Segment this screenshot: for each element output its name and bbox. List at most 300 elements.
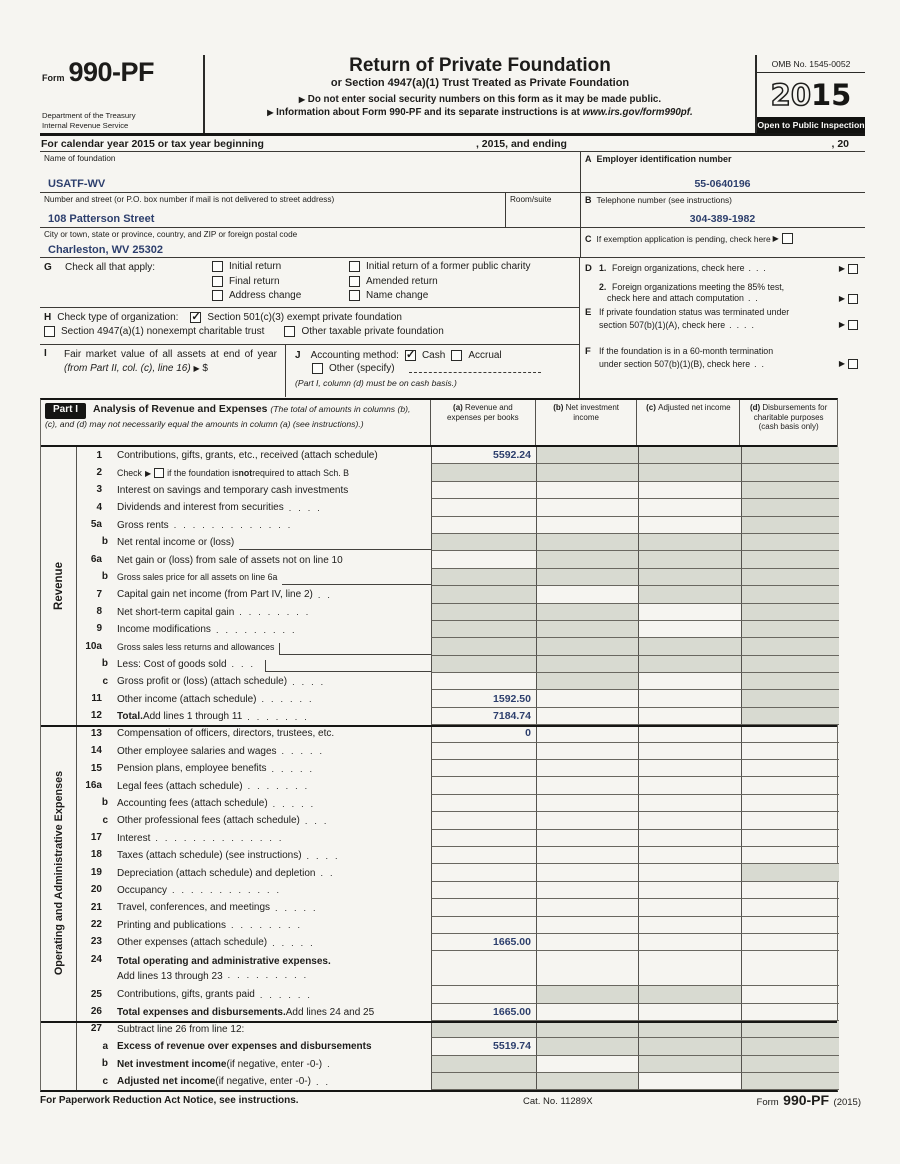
cell-16a-b[interactable] bbox=[536, 777, 638, 794]
line-text: Depreciation (attach schedule) and depletion bbox=[117, 867, 316, 879]
part1-heading-note: (The total of amounts in columns (b), (c), and (d) may not necessarily equal the amounts in column (a) (see instructions).) bbox=[45, 404, 411, 429]
cell-23-b[interactable] bbox=[536, 934, 638, 951]
section-separator bbox=[41, 1021, 837, 1023]
line-label-10b bbox=[115, 656, 431, 673]
section-h-line1: H Check type of organization: ✓ Section 501(c)(3) exempt private foundation bbox=[44, 311, 402, 323]
cell-15-c[interactable] bbox=[638, 760, 741, 777]
cell-16c-c[interactable] bbox=[638, 812, 741, 829]
phone-value[interactable]: 304-389-1982 bbox=[689, 213, 756, 225]
cell-26-b[interactable] bbox=[536, 1004, 638, 1021]
cell-2-a bbox=[431, 464, 536, 481]
cell-27b-b[interactable] bbox=[536, 1056, 638, 1073]
line-text: Other income (attach schedule) bbox=[117, 693, 257, 705]
checkbox-sch-b-not-required[interactable] bbox=[154, 468, 164, 478]
cell-16b-c[interactable] bbox=[638, 795, 741, 812]
open-to-public-banner: Open to Public Inspection bbox=[757, 117, 865, 133]
checkbox-initial-return-of-a-former-public-charity[interactable] bbox=[349, 261, 360, 272]
form-title: Return of Private Foundation bbox=[349, 55, 611, 76]
table-row-5b bbox=[77, 534, 837, 551]
line-label-8 bbox=[115, 604, 431, 621]
cell-4-b[interactable] bbox=[536, 499, 638, 516]
part1-header-row bbox=[41, 400, 837, 447]
cell-5a-b[interactable] bbox=[536, 517, 638, 534]
line-number-13: 13 bbox=[90, 727, 102, 739]
cell-19-a[interactable] bbox=[431, 864, 536, 881]
line-text: required to attach Sch. B bbox=[252, 468, 350, 479]
line-number-10c: c bbox=[102, 675, 108, 687]
foundation-name-value[interactable]: USATF-WV bbox=[48, 178, 106, 190]
ein-label: A Employer identification number bbox=[585, 154, 732, 164]
cell-27c-c[interactable] bbox=[638, 1073, 741, 1090]
cell-27-c bbox=[638, 1021, 741, 1038]
cell-10a-a bbox=[431, 638, 536, 655]
line-text: If the foundation is in a 60-month termination bbox=[599, 346, 774, 357]
line-label-12: Total. Add lines 1 through 11 ....... bbox=[117, 711, 314, 723]
line-label-20 bbox=[115, 882, 431, 899]
cell-5b-c bbox=[638, 534, 741, 551]
table-row-23 bbox=[77, 934, 837, 951]
line-number-25: 25 bbox=[90, 988, 102, 1000]
catalog-number: Cat. No. 11289X bbox=[523, 1096, 593, 1107]
dot-leader-icon: .. bbox=[320, 868, 340, 879]
line-label-27b: Net investment income (if negative, enter -0-) . bbox=[117, 1058, 337, 1070]
form-title-block bbox=[205, 55, 755, 133]
cell-18-d[interactable] bbox=[741, 847, 839, 864]
line-text: Occupancy bbox=[117, 884, 168, 896]
checkbox-address-change[interactable] bbox=[212, 290, 223, 301]
table-row-6b bbox=[77, 569, 837, 586]
part1-heading-cell bbox=[41, 400, 430, 445]
city-value[interactable]: Charleston, WV 25302 bbox=[48, 244, 163, 256]
cell-8-b bbox=[536, 604, 638, 621]
table-row-14 bbox=[77, 743, 837, 760]
cell-20-a[interactable] bbox=[431, 882, 536, 899]
cell-16b-a[interactable] bbox=[431, 795, 536, 812]
section-under-section-507-b--line bbox=[585, 359, 860, 370]
checkbox-section-4947-a-1-nonexempt-charitable-trus[interactable] bbox=[44, 326, 55, 337]
cell-5a-a[interactable] bbox=[431, 517, 536, 534]
cell-15-b[interactable] bbox=[536, 760, 638, 777]
cell-23-c[interactable] bbox=[638, 934, 741, 951]
cell-21-d[interactable] bbox=[741, 899, 839, 916]
cell-6a-a[interactable] bbox=[431, 551, 536, 568]
cell-25-d[interactable] bbox=[741, 986, 839, 1003]
cell-16b-d[interactable] bbox=[741, 795, 839, 812]
cell-2-b bbox=[536, 464, 638, 481]
room-suite-label: Room/suite bbox=[510, 195, 552, 204]
table-row-4 bbox=[77, 499, 837, 516]
cell-1-c bbox=[638, 447, 741, 464]
cell-10c-a[interactable] bbox=[431, 673, 536, 690]
street-row bbox=[40, 193, 865, 228]
cell-27a-a[interactable] bbox=[431, 1038, 536, 1055]
line-number-3: 3 bbox=[96, 484, 102, 496]
checkbox-section-501-c-3-exempt-private-foundation[interactable]: ✓ bbox=[191, 311, 201, 323]
line-text: If private foundation status was terminated under bbox=[599, 307, 790, 318]
cell-19-d bbox=[741, 864, 839, 881]
cell-12-d bbox=[741, 708, 839, 725]
cell-11-d bbox=[741, 690, 839, 707]
cell-10c-c[interactable] bbox=[638, 673, 741, 690]
cell-11-a[interactable] bbox=[431, 690, 536, 707]
line-text: Subtract line 26 from line 12: bbox=[117, 1024, 245, 1036]
cell-14-d[interactable] bbox=[741, 743, 839, 760]
cell-15-a[interactable] bbox=[431, 760, 536, 777]
cell-17-c[interactable] bbox=[638, 830, 741, 847]
cell-12-b[interactable] bbox=[536, 708, 638, 725]
cell-6a-c bbox=[638, 551, 741, 568]
line-text: if the foundation is bbox=[167, 468, 239, 479]
name-cell bbox=[40, 152, 580, 192]
checkbox-initial-return[interactable] bbox=[212, 261, 223, 272]
cell-27a-d bbox=[741, 1038, 839, 1055]
cell-18-a[interactable] bbox=[431, 847, 536, 864]
table-row-2 bbox=[77, 464, 837, 481]
line-text: Gross profit or (loss) (attach schedule) bbox=[117, 676, 288, 688]
line-number-16a: 16a bbox=[85, 779, 102, 791]
cell-9-b bbox=[536, 621, 638, 638]
line-number-27: 27 bbox=[90, 1023, 102, 1035]
line-number-26: 26 bbox=[90, 1006, 102, 1018]
cell-4-a[interactable] bbox=[431, 499, 536, 516]
room-suite-cell[interactable] bbox=[505, 193, 580, 227]
entry-box-6b[interactable] bbox=[282, 573, 431, 585]
cell-5a-c[interactable] bbox=[638, 517, 741, 534]
cell-14-c[interactable] bbox=[638, 743, 741, 760]
option-initial-return bbox=[212, 261, 349, 272]
other-specify-blank[interactable] bbox=[409, 364, 541, 373]
dot-leader-icon: ..... bbox=[275, 902, 323, 913]
cell-4-d bbox=[741, 499, 839, 516]
cell-6a-d bbox=[741, 551, 839, 568]
cell-3-c[interactable] bbox=[638, 482, 741, 499]
cell-16c-a[interactable] bbox=[431, 812, 536, 829]
line-text: Contributions, gifts, grants, etc., received (attach schedule) bbox=[117, 450, 378, 462]
line-number-2: 2 bbox=[96, 466, 102, 478]
section-g-text: Check all that apply: bbox=[65, 262, 156, 273]
ein-value[interactable]: 55-0640196 bbox=[694, 178, 751, 190]
section-d-line: D 1. Foreign organizations, check here ... ▶ bbox=[585, 263, 860, 275]
form-number: 990-PF bbox=[68, 57, 155, 87]
cell-19-b[interactable] bbox=[536, 864, 638, 881]
dot-leader-icon: .. bbox=[747, 293, 763, 304]
line-number-8: 8 bbox=[96, 606, 102, 618]
cell-27c-b bbox=[536, 1073, 638, 1090]
accounting-method-line: J Accounting method: ✓ Cash Accrual bbox=[295, 348, 502, 361]
table-row-25 bbox=[77, 986, 837, 1003]
line-number-12: 12 bbox=[90, 710, 102, 722]
cell-1-d bbox=[741, 447, 839, 464]
line-number-17: 17 bbox=[90, 832, 102, 844]
agency-name: Department of the Treasury Internal Revenue Service bbox=[42, 111, 136, 130]
table-row-19 bbox=[77, 864, 837, 881]
cell-13-a[interactable] bbox=[431, 725, 536, 742]
checkbox-cash[interactable]: ✓ bbox=[405, 348, 416, 361]
cell-6b-b bbox=[536, 569, 638, 586]
cell-27a-b bbox=[536, 1038, 638, 1055]
checkbox-accrual[interactable] bbox=[451, 350, 462, 361]
table-row-15 bbox=[77, 760, 837, 777]
line-label-24 bbox=[115, 951, 431, 986]
cell-1-a[interactable] bbox=[431, 447, 536, 464]
line-number-10a: 10a bbox=[85, 640, 102, 652]
cell-9-d bbox=[741, 621, 839, 638]
dot-leader-icon: ............ bbox=[172, 885, 287, 896]
cell-24-d[interactable] bbox=[741, 951, 839, 986]
table-row-9 bbox=[77, 621, 837, 638]
cell-19-c[interactable] bbox=[638, 864, 741, 881]
checkbox-other-taxable-private-foundation[interactable] bbox=[284, 326, 295, 337]
checkbox-section-507-b-1-a-check-here[interactable] bbox=[848, 320, 858, 330]
line-text: Check bbox=[117, 468, 142, 479]
omb-year-box bbox=[755, 55, 865, 133]
checkbox-under-section-507-b-1-b-check-here[interactable] bbox=[848, 359, 858, 369]
part1-table bbox=[40, 398, 838, 1092]
line-label-27a: Excess of revenue over expenses and disbursements bbox=[117, 1041, 372, 1053]
cell-14-a[interactable] bbox=[431, 743, 536, 760]
cell-13-c[interactable] bbox=[638, 725, 741, 742]
line-label-5a bbox=[115, 517, 431, 534]
cell-23-a[interactable] bbox=[431, 934, 536, 951]
line-label-15 bbox=[115, 760, 431, 777]
section-check-here-and-attac-line bbox=[585, 293, 860, 304]
cell-7-b[interactable] bbox=[536, 586, 638, 603]
line-text-bold: Total operating and administrative expenses. bbox=[117, 955, 331, 967]
cell-16a-c[interactable] bbox=[638, 777, 741, 794]
line-number-9: 9 bbox=[96, 623, 102, 635]
line-label-22 bbox=[115, 917, 431, 934]
section-g-options bbox=[212, 261, 531, 301]
cell-21-b[interactable] bbox=[536, 899, 638, 916]
cell-23-d[interactable] bbox=[741, 934, 839, 951]
line-text: Accounting fees (attach schedule) bbox=[117, 798, 268, 809]
cell-24-a[interactable] bbox=[431, 951, 536, 986]
ein-cell bbox=[580, 152, 865, 192]
line-label-27 bbox=[115, 1021, 431, 1038]
cell-21-c[interactable] bbox=[638, 899, 741, 916]
cell-16b-b[interactable] bbox=[536, 795, 638, 812]
page-footer bbox=[40, 1092, 865, 1112]
line-text: Gross sales price for all assets on line 6a bbox=[117, 572, 278, 583]
table-row-26 bbox=[77, 1004, 837, 1021]
line-number-14: 14 bbox=[90, 745, 102, 757]
line-label-14 bbox=[115, 743, 431, 760]
form-number-line bbox=[42, 57, 199, 88]
cell-13-d[interactable] bbox=[741, 725, 839, 742]
option-label: Cash bbox=[421, 349, 446, 361]
section-j-text: Accounting method: bbox=[310, 349, 399, 361]
cell-27b-d bbox=[741, 1056, 839, 1073]
checkbox-other-specify[interactable] bbox=[312, 363, 323, 374]
cell-16c-b[interactable] bbox=[536, 812, 638, 829]
cell-17-a[interactable] bbox=[431, 830, 536, 847]
line-label-16b bbox=[115, 795, 431, 812]
line-text: Income modifications bbox=[117, 624, 211, 636]
cell-7-a bbox=[431, 586, 536, 603]
cell-24-b[interactable] bbox=[536, 951, 638, 986]
checkbox-foreign-organizations-check-here[interactable] bbox=[848, 264, 858, 274]
cell-8-d bbox=[741, 604, 839, 621]
table-row-8 bbox=[77, 604, 837, 621]
cell-17-d[interactable] bbox=[741, 830, 839, 847]
line-text: Add lines 13 through 23 bbox=[117, 970, 223, 982]
table-row-27a bbox=[77, 1038, 837, 1055]
line-text: Other expenses (attach schedule) bbox=[117, 937, 268, 949]
line-label-16c bbox=[115, 812, 431, 829]
dot-leader-icon: ..... bbox=[281, 746, 330, 757]
arrow-icon: ▶ bbox=[144, 468, 152, 478]
option-name-change bbox=[349, 290, 531, 301]
column-header-a: (a) Revenue and expenses per books bbox=[430, 400, 535, 445]
checkbox-exemption-pending[interactable] bbox=[782, 233, 793, 244]
checkbox-final-return[interactable] bbox=[212, 276, 223, 287]
cell-16c-d[interactable] bbox=[741, 812, 839, 829]
cell-3-a[interactable] bbox=[431, 482, 536, 499]
dot-leader-icon: ...... bbox=[261, 694, 319, 705]
line-text: Printing and publications bbox=[117, 919, 226, 931]
cell-18-c[interactable] bbox=[638, 847, 741, 864]
cell-18-b[interactable] bbox=[536, 847, 638, 864]
line-number-23: 23 bbox=[90, 936, 102, 948]
arrow-icon: ▶ bbox=[298, 94, 306, 104]
dot-leader-icon: ... bbox=[304, 815, 334, 826]
cell-22-a[interactable] bbox=[431, 917, 536, 934]
line-number-7: 7 bbox=[96, 588, 102, 600]
line-label-6b bbox=[115, 569, 431, 586]
city-row bbox=[40, 228, 865, 258]
entry-box-10b[interactable] bbox=[265, 660, 431, 672]
section-g bbox=[40, 258, 579, 308]
cell-12-a[interactable] bbox=[431, 708, 536, 725]
cell-22-d[interactable] bbox=[741, 917, 839, 934]
line-text: Net rental income or (loss) bbox=[117, 537, 235, 549]
dot-leader-icon: ..... bbox=[271, 763, 320, 774]
line-text: Interest on savings and temporary cash investments bbox=[117, 484, 349, 496]
column-header-d: (d) Disbursements for charitable purposes (cash basis only) bbox=[739, 400, 837, 445]
cell-24-c[interactable] bbox=[638, 951, 741, 986]
cell-1-b bbox=[536, 447, 638, 464]
cell-4-c[interactable] bbox=[638, 499, 741, 516]
street-value[interactable]: 108 Patterson Street bbox=[48, 213, 155, 225]
cell-11-c[interactable] bbox=[638, 690, 741, 707]
dot-leader-icon: .... bbox=[729, 319, 759, 330]
dot-leader-icon: . bbox=[327, 1059, 337, 1070]
cell-27-a bbox=[431, 1021, 536, 1038]
cell-8-c[interactable] bbox=[638, 604, 741, 621]
option-label: Final return bbox=[229, 275, 280, 287]
arrow-icon: ▶ bbox=[193, 364, 200, 373]
table-row-16b bbox=[77, 795, 837, 812]
cell-20-b[interactable] bbox=[536, 882, 638, 899]
line-text: Contributions, gifts, grants paid bbox=[117, 989, 255, 1001]
dot-leader-icon: ............. bbox=[173, 520, 298, 531]
city-cell bbox=[40, 228, 580, 258]
cell-20-c[interactable] bbox=[638, 882, 741, 899]
phone-label: B Telephone number (see instructions) bbox=[585, 195, 732, 205]
arrow-icon: ▶ bbox=[838, 359, 845, 369]
entry-box-5b[interactable] bbox=[239, 538, 431, 550]
line-number-27a: a bbox=[102, 1040, 108, 1052]
paperwork-notice: For Paperwork Reduction Act Notice, see instructions. bbox=[40, 1095, 299, 1106]
line-text: Compensation of officers, directors, trustees, etc. bbox=[117, 728, 335, 740]
amount-value: 0 bbox=[525, 727, 531, 740]
street-cell bbox=[40, 193, 505, 227]
cell-14-b[interactable] bbox=[536, 743, 638, 760]
entry-box-10a[interactable] bbox=[279, 643, 431, 655]
line-text: Net short-term capital gain bbox=[117, 606, 235, 618]
section-i-j bbox=[40, 345, 579, 397]
section-h bbox=[40, 308, 579, 345]
cell-16a-d[interactable] bbox=[741, 777, 839, 794]
arrow-icon: ▶ bbox=[838, 320, 845, 330]
option-amended-return bbox=[349, 276, 531, 287]
dot-leader-icon: ... bbox=[231, 659, 261, 670]
cell-3-b[interactable] bbox=[536, 482, 638, 499]
checkbox-amended-return[interactable] bbox=[349, 276, 360, 287]
dot-leader-icon: .. bbox=[315, 1076, 335, 1087]
line-number-20: 20 bbox=[90, 884, 102, 896]
table-row-16c bbox=[77, 812, 837, 829]
cell-22-b[interactable] bbox=[536, 917, 638, 934]
checkbox-name-change[interactable] bbox=[349, 290, 360, 301]
form-subtitle: or Section 4947(a)(1) Trust Treated as Private Foundation bbox=[330, 76, 630, 89]
cell-6b-c bbox=[638, 569, 741, 586]
cell-25-b bbox=[536, 986, 638, 1003]
line-number-4: 4 bbox=[96, 501, 102, 513]
cell-9-c[interactable] bbox=[638, 621, 741, 638]
cell-2-c bbox=[638, 464, 741, 481]
cell-11-b[interactable] bbox=[536, 690, 638, 707]
cell-20-d[interactable] bbox=[741, 882, 839, 899]
line-text: check here and attach computation bbox=[607, 293, 744, 304]
checkbox-sections bbox=[40, 258, 865, 398]
cell-9-a bbox=[431, 621, 536, 638]
cell-17-b[interactable] bbox=[536, 830, 638, 847]
line-text: Foreign organizations meeting the 85% test, bbox=[612, 281, 785, 292]
option-label: Accrual bbox=[468, 349, 502, 361]
line-number-10b: b bbox=[101, 658, 108, 670]
cell-16a-a[interactable] bbox=[431, 777, 536, 794]
cell-10c-b bbox=[536, 673, 638, 690]
checkbox-check-here-and-attach-computation[interactable] bbox=[848, 294, 858, 304]
form-footer-id: Form 990-PF (2015) bbox=[756, 1092, 861, 1108]
tax-year: 20 15 bbox=[770, 78, 852, 112]
cell-13-b[interactable] bbox=[536, 725, 638, 742]
line-label-11 bbox=[115, 690, 431, 707]
line-text: (if negative, enter -0-) bbox=[226, 1058, 323, 1070]
line-label-10c bbox=[115, 673, 431, 690]
cell-22-c[interactable] bbox=[638, 917, 741, 934]
line-label-4 bbox=[115, 499, 431, 516]
dot-leader-icon: .............. bbox=[155, 833, 289, 844]
line-label-16a bbox=[115, 777, 431, 794]
option-initial-return-of-a-former-public-charity bbox=[349, 261, 531, 272]
cell-12-c[interactable] bbox=[638, 708, 741, 725]
cell-21-a[interactable] bbox=[431, 899, 536, 916]
cell-26-d[interactable] bbox=[741, 1004, 839, 1021]
option-final-return bbox=[212, 276, 349, 287]
cell-6b-d bbox=[741, 569, 839, 586]
cell-26-c[interactable] bbox=[638, 1004, 741, 1021]
cell-26-a[interactable] bbox=[431, 1004, 536, 1021]
line-text: Legal fees (attach schedule) bbox=[117, 780, 243, 792]
amount-value: 1665.00 bbox=[493, 1005, 531, 1018]
revenue-group-label: Revenue bbox=[53, 562, 65, 610]
cell-15-d[interactable] bbox=[741, 760, 839, 777]
line-text: Foreign organizations, check here bbox=[612, 263, 745, 273]
cell-25-a[interactable] bbox=[431, 986, 536, 1003]
calendar-year-line: For calendar year 2015 or tax year beginning , 2015, and ending , 20 bbox=[40, 133, 865, 152]
